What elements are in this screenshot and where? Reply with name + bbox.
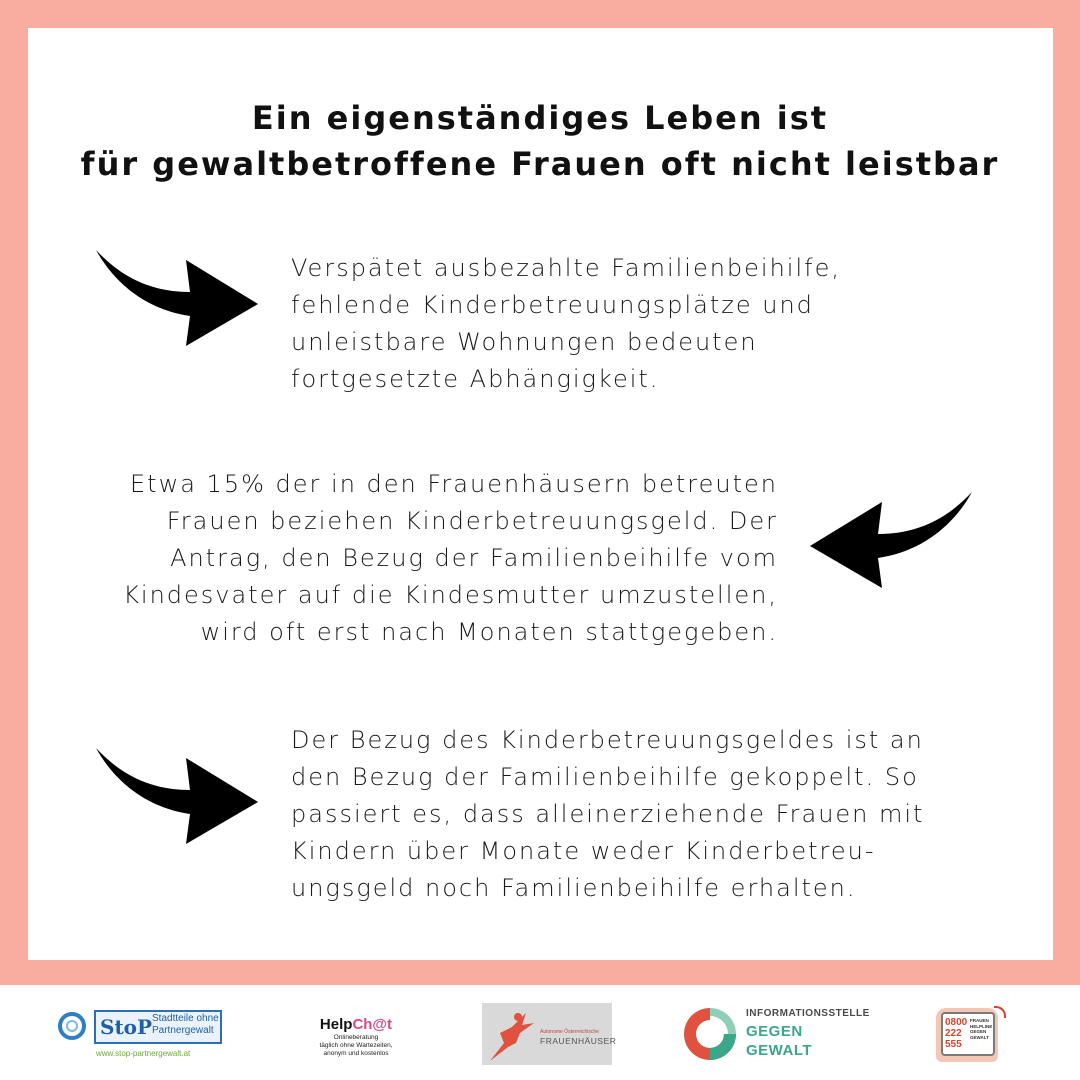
paragraph-1-line: Verspätet ausbezahlte Familienbeihilfe, [291, 254, 841, 282]
helpline-number-part: 0800 [945, 1017, 968, 1028]
frauenhelpline-logo[interactable] [936, 1006, 1006, 1062]
helpchat-logo[interactable] [300, 1016, 412, 1064]
paragraph-3-line: Kindern über Monate weder Kinderbetreu- [291, 837, 876, 865]
helpchat-sub-line: Onlineberatung [333, 1034, 379, 1041]
title-line-1: Ein eigenständiges Leben ist [251, 99, 829, 137]
frauenhaeuser-logo[interactable] [482, 1003, 617, 1065]
helpchat-sub-line: täglich ohne Wartezeiten, [319, 1042, 393, 1049]
helpline-text-line: GEWALT [970, 1034, 989, 1040]
curved-arrow-left-icon [808, 490, 974, 592]
helpchat-title-b: Ch@t [352, 1016, 393, 1033]
gegen-gewalt-line: GEGEN [746, 1023, 803, 1040]
helpline-text-line: GEGEN [970, 1029, 987, 1034]
gegen-gewalt-logo[interactable] [680, 1004, 870, 1064]
helpline-text [970, 1018, 992, 1040]
phone-icon [941, 1012, 995, 1056]
title-line-2: für gewaltbetroffene Frauen oft nicht leistbar [80, 145, 1000, 183]
gegen-gewalt-top: INFORMATIONSSTELLE [746, 1008, 870, 1019]
paragraph-2-line: Frauen beziehen Kinderbetreuungsgeld. Der [166, 507, 778, 535]
helpline-number-part: 555 [945, 1039, 962, 1050]
stop-ring-icon [58, 1012, 86, 1040]
paragraph-3-line: passiert es, dass alleinerziehende Frauen mit [291, 800, 925, 828]
paragraph-1-line: fortgesetzte Abhängigkeit. [291, 365, 660, 393]
paragraph-3 [291, 722, 924, 907]
curved-arrow-right-icon [94, 248, 260, 350]
paragraph-1-line: fehlende Kinderbetreuungsplätze und [291, 291, 814, 319]
helpchat-title [300, 1016, 412, 1034]
circle-swirl-icon [680, 1004, 740, 1064]
running-figure-icon [482, 1003, 542, 1065]
helpline-text-line: FRAUEN [970, 1018, 989, 1023]
paragraph-2-line: Etwa 15% der in den Frauenhäusern betreuten [130, 470, 778, 498]
helpline-number [945, 1017, 967, 1050]
helpchat-subtitle [300, 1034, 412, 1058]
helpchat-title-a: Help [319, 1016, 353, 1033]
gegen-gewalt-line: GEWALT [746, 1042, 813, 1059]
page-title [0, 95, 1080, 187]
ringing-wave-icon [994, 1006, 1006, 1018]
stop-logo-word: StoP [100, 1015, 153, 1039]
helpline-text-line: HELPLINE [970, 1023, 993, 1029]
stop-logo-url: www.stop-partnergewalt.at [96, 1049, 191, 1058]
stop-logo-subtitle [152, 1013, 222, 1037]
paragraph-2 [123, 466, 778, 651]
paragraph-1-line: unleistbare Wohnungen bedeuten [291, 328, 758, 356]
stop-logo-sub-line: Partnergewalt [152, 1025, 214, 1036]
stop-logo-sub-line: Stadtteile ohne [152, 1013, 219, 1024]
paragraph-3-line: den Bezug der Familienbeihilfe gekoppelt. So [291, 763, 919, 791]
helpline-number-part: 222 [945, 1028, 962, 1039]
helpchat-sub-line: anonym und kostenlos [323, 1050, 389, 1057]
paragraph-2-line: Kindesvater auf die Kindesmutter umzustellen, [123, 581, 778, 609]
stop-logo[interactable] [56, 1008, 226, 1063]
paragraph-3-line: ungsgeld noch Familienbeihilfe erhalten. [291, 874, 857, 902]
paragraph-2-line: Antrag, den Bezug der Familienbeihilfe vom [170, 544, 778, 572]
frauenhaeuser-name: FRAUENHÄUSER [540, 1036, 617, 1046]
curved-arrow-right-icon [94, 746, 260, 848]
paragraph-2-line: wird oft erst nach Monaten stattgegeben. [200, 618, 778, 646]
paragraph-3-line: Der Bezug des Kinderbetreuungsgeldes ist an [291, 726, 924, 754]
paragraph-1 [291, 250, 841, 398]
frauenhaeuser-small-text: Autonome Österreichische [540, 1029, 599, 1035]
